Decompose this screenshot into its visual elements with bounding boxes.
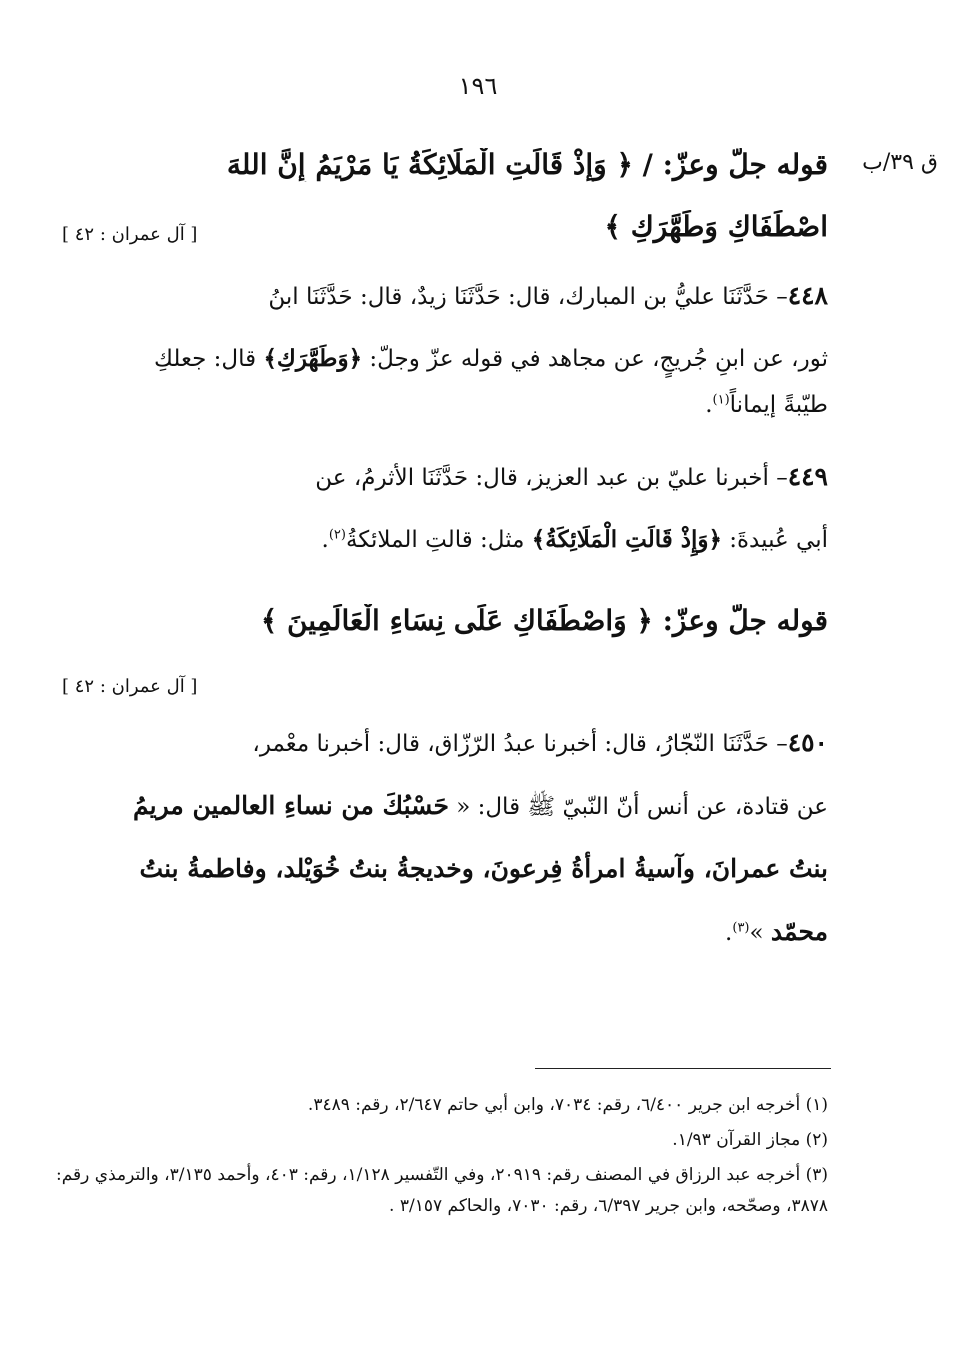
footnote-ref-3: (٣) <box>732 920 750 936</box>
hadith-450-end: . <box>725 920 733 946</box>
hadith-448-end: . <box>705 392 713 418</box>
section-1-verse-line-2: اصْطَفَاكِ وَطَهَّرَكِ ﴾ <box>604 210 828 243</box>
manuscript-folio-note: ق ٣٩/ب <box>862 150 938 175</box>
hadith-449-line-2 <box>56 509 828 571</box>
hadith-449-line-1 <box>56 446 828 509</box>
section-2-heading-line <box>56 604 828 638</box>
hadith-450-line-2 <box>56 775 828 838</box>
footnote-2: (٢) مجاز القرآن ١/٩٣. <box>672 1130 828 1150</box>
hadith-448-text-3: طيّبةً إيماناً <box>729 392 828 418</box>
hadith-450-prophetic-text-2: بنتُ عمرانَ، وآسيةُ امرأةُ فِرعونَ، وخديجةُ بنتُ خُوَيْلد، وفاطمةُ بنتُ <box>139 854 828 883</box>
section-1-heading <box>56 148 828 182</box>
hadith-448-verse: ﴿وَطَهَّرَكِ﴾ <box>263 345 363 372</box>
section-2-heading <box>56 604 828 638</box>
hadith-448-text-2a: ثور، عن ابنِ جُريجٍ، عن مجاهد في قوله عزّ وجلّ: <box>369 346 828 372</box>
footnote-separator <box>535 1068 831 1069</box>
hadith-449 <box>56 446 828 571</box>
hadith-450-text-1: – حَدَّثَنَا النّجّارُ، قال: أخبرنا عبدُ الرّزّاق، قال: أخبرنا معْمر، <box>252 731 788 757</box>
hadith-449-text-2b: مثل: قالتِ الملائكةُ <box>345 527 525 553</box>
hadith-450-number: ٤٥٠ <box>787 728 828 757</box>
hadith-450-line-3 <box>56 838 828 901</box>
section-1-verse-line-1: ﴿ وَإِذْ قَالَتِ الْمَلَائِكَةُ يَا مَرْيَمُ إِنَّ اللهَ <box>226 148 633 181</box>
footnotes <box>56 1090 828 1226</box>
hadith-449-number: ٤٤٩ <box>787 462 828 491</box>
section-2-reference: [ آل عمران : ٤٢ ] <box>62 676 198 697</box>
hadith-450-prophetic-text-3: محمّد <box>770 917 828 946</box>
hadith-448-line-1 <box>56 265 828 328</box>
hadith-448-text-1: – حَدَّثَنَا عليُّ بن المبارك، قال: حَدَّثَنَا زيدٌ، قال: حَدَّثَنَا ابنُ <box>268 284 788 310</box>
hadith-448 <box>56 265 828 436</box>
footnote-ref-1: (١) <box>712 392 730 408</box>
section-1-heading-intro: قوله جلّ وعزّ: / <box>642 148 828 181</box>
hadith-450-line-1 <box>56 712 828 775</box>
section-1-heading-line-1 <box>56 148 828 182</box>
hadith-450-text-2a: عن قتادة، عن أنس أنّ النّبيّ ﷺ قال: « <box>456 794 828 820</box>
hadith-450 <box>56 712 828 964</box>
hadith-449-text-2a: أبي عُبيدةَ: <box>729 527 828 553</box>
section-2-heading-intro: قوله جلّ وعزّ: <box>662 604 828 637</box>
footnote-3: (٣) أخرجه عبد الرزاق في المصنف رقم: ٢٠٩١٩، وفي التّفسير ١/١٢٨، رقم: ٤٠٣، وأحمد ٣/١٣٥، والترمذي رقم: ٣٨٧٨، وصحّحه، وابن جرير ٦/٣٩٧، رقم: ٧٠٣٠، والحاكم ٣/١٥٧ . <box>56 1165 829 1216</box>
section-2-verse: ﴿ وَاصْطَفَاكِ عَلَى نِسَاءِ الْعَالَمِينَ ﴾ <box>260 604 653 637</box>
hadith-448-text-2b: قال: جعلكِ <box>154 346 257 372</box>
hadith-449-text-1: – أخبرنا عليّ بن عبد العزيز، قال: حَدَّثَنَا الأثرمُ، عن <box>315 465 788 491</box>
footnote-ref-2: (٢) <box>328 527 346 543</box>
hadith-449-verse: ﴿وَإِذْ قَالَتِ الْمَلَائِكَةُ﴾ <box>531 526 722 553</box>
section-1-reference: [ آل عمران : ٤٢ ] <box>62 224 198 245</box>
hadith-450-prophetic-text-1: حَسْبُكَ من نساءِ العالمين مريمُ <box>133 791 449 820</box>
page-number: ١٩٦ <box>458 72 498 100</box>
hadith-448-number: ٤٤٨ <box>787 281 828 310</box>
hadith-450-line-4 <box>56 901 828 964</box>
hadith-450-quote-close: » <box>749 920 764 946</box>
footnote-1: (١) أخرجه ابن جرير ٦/٤٠٠، رقم: ٧٠٣٤، وابن أبي حاتم ٢/٦٤٧، رقم: ٣٤٨٩. <box>307 1095 828 1115</box>
hadith-449-end: . <box>321 527 329 553</box>
